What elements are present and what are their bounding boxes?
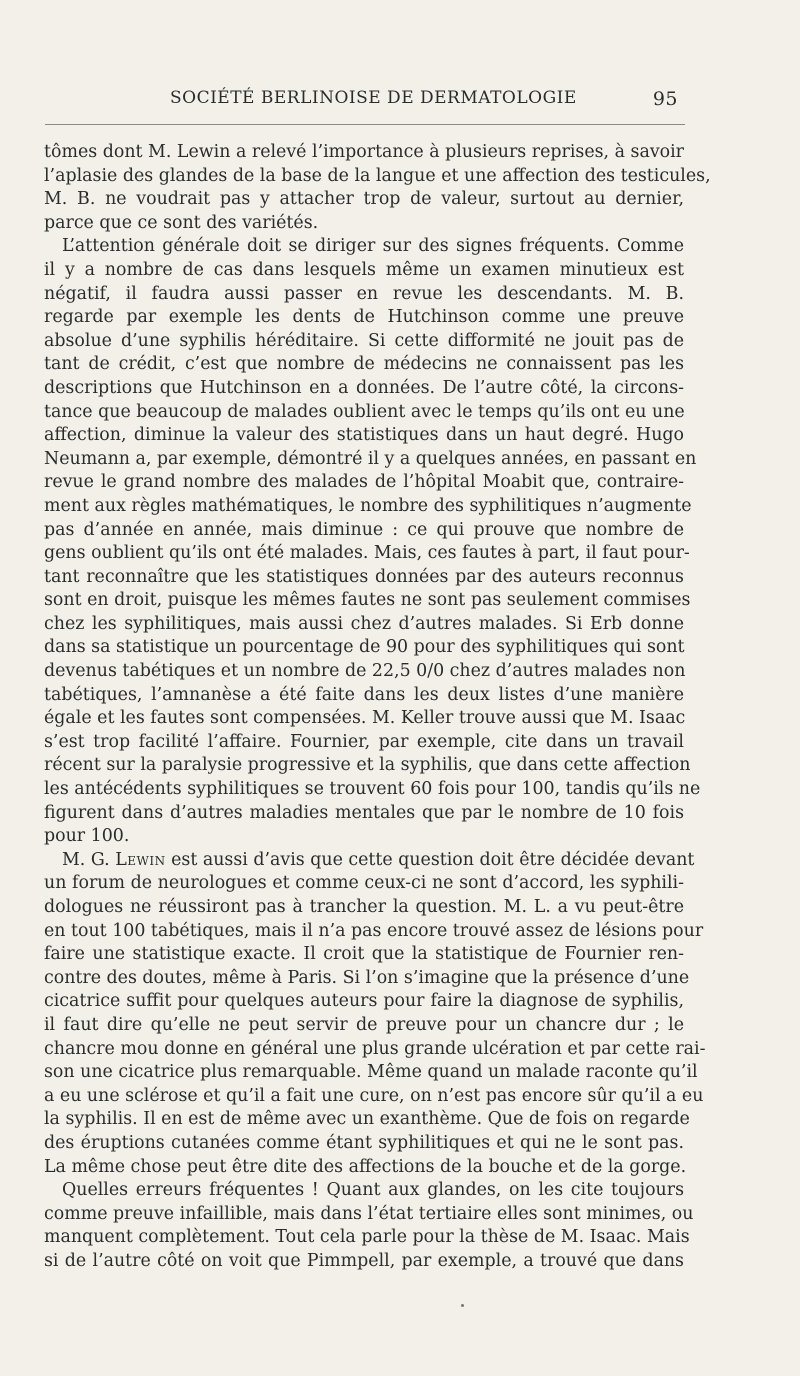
text-line: les antécédents syphilitiques se trouvent 60 fois pour 100, tandis qu’ils ne [44,779,701,800]
text-line: affection, diminue la valeur des statistiques dans un haut degré. Hugo [44,425,684,446]
text-line: il faut dire qu’elle ne peut servir de preuve pour un chancre dur ; le [44,1014,684,1035]
text-line: il y a nombre de cas dans lesquels même un examen minutieux est [44,259,684,280]
text-line: parce que ce sont des variétés. [44,212,319,233]
text-line: pour 100. [44,826,130,847]
text-line: figurent dans d’autres maladies mentales que par le nombre de 10 fois [44,802,684,823]
speaker-name: Lewin [115,849,166,870]
text-line: tance que beaucoup de malades oublient avec le temps qu’ils ont eu une [44,401,685,422]
text-line: sont en droit, puisque les mêmes fautes ne sont pas seulement commises [44,590,691,611]
text-line: son une cicatrice plus remarquable. Même quand un malade raconte qu’il [44,1062,698,1083]
text-line: si de l’autre côté on voit que Pimmpell, par exemple, a trouvé que dans [44,1250,684,1271]
header-rule [45,124,685,125]
text-line: faire une statistique exacte. Il croit que la statistique de Fournier ren- [44,944,684,965]
page-number: 95 [652,88,678,110]
text-line: l’aplasie des glandes de la base de la langue et une affection des testicules, [44,165,711,186]
text-line: La même chose peut être dite des affections de la bouche et de la gorge. [44,1156,687,1177]
text-line: M. G. Lewin est aussi d’avis que cette question doit être décidée devant [62,849,695,870]
text-line: tabétiques, l’amnanèse a été faite dans les deux listes d’une manière [44,684,684,705]
text-line: comme preuve infaillible, mais dans l’état tertiaire elles sont minimes, ou [44,1203,694,1224]
text-line: tômes dont M. Lewin a relevé l’importance à plusieurs reprises, à savoir [44,142,684,162]
text-line: récent sur la paralysie progressive et la syphilis, que dans cette affection [44,755,691,776]
text-line: L’attention générale doit se diriger sur des signes fréquents. Comme [62,236,684,257]
text-line: absolue d’une syphilis héréditaire. Si cette difformité ne jouit pas de [44,330,684,351]
text-line: regarde par exemple les dents de Hutchinson comme une preuve [44,307,684,328]
running-title: SOCIÉTÉ BERLINOISE DE DERMATOLOGIE [170,88,577,108]
text-line: manquent complètement. Tout cela parle pour la thèse de M. Isaac. Mais [44,1227,690,1248]
text-line: un forum de neurologues et comme ceux-ci ne sont d’accord, les syphili- [44,873,684,894]
text-line: chez les syphilitiques, mais aussi chez d’autres malades. Si Erb donne [44,613,684,634]
text-line: Neumann a, par exemple, démontré il y a quelques années, en passant en [44,448,697,469]
text-line: M. B. ne voudrait pas y attacher trop de valeur, surtout au dernier, [44,189,684,210]
text-line: s’est trop facilité l’affaire. Fournier, par exemple, cite dans un travail [44,731,684,752]
text-line: négatif, il faudra aussi passer en revue les descendants. M. B. [44,283,684,304]
text-line: tant de crédit, c’est que nombre de médecins ne connaissent pas les [44,354,684,375]
text-line: gens oublient qu’ils ont été malades. Mais, ces fautes à part, il faut pour- [44,543,690,564]
text-line: a eu une sclérose et qu’il a fait une cure, on n’est pas encore sûr qu’il a eu [44,1085,704,1106]
text-line: Quelles erreurs fréquentes ! Quant aux glandes, on les cite toujours [62,1180,684,1201]
text-line: des éruptions cutanées comme étant syphilitiques et qui ne le sont pas. [44,1132,684,1153]
text-line: dologues ne réussiront pas à trancher la question. M. L. a vu peut-être [44,897,684,917]
body-text [44,141,711,1274]
text-line: cicatrice suffit pour quelques auteurs pour faire la diagnose de syphilis, [44,991,684,1012]
text-line: contre des doutes, même à Paris. Si l’on s’imagine que la présence d’une [44,967,690,988]
text-line: chancre mou donne en général une plus grande ulcération et par cette rai- [44,1038,706,1059]
text-line: descriptions que Hutchinson en a données. De l’autre côté, la circons- [44,377,684,398]
text-line: devenus tabétiques et un nombre de 22,5 0/0 chez d’autres malades non [44,661,686,682]
text-line: égale et les fautes sont compensées. M. Keller trouve aussi que M. Isaac [44,708,686,729]
paper-speck [461,1304,464,1307]
text-line: dans sa statistique un pourcentage de 90 pour des syphilitiques qui sont [44,637,685,658]
text-line: pas d’année en année, mais diminue : ce qui prouve que nombre de [44,519,684,540]
text-line: revue le grand nombre des malades de l’hôpital Moabit que, contraire- [44,472,684,493]
text-line: en tout 100 tabétiques, mais il n’a pas encore trouvé assez de lésions pour [44,920,704,941]
text-line: tant reconnaître que les statistiques données par des auteurs reconnus [44,566,684,587]
text-line: la syphilis. Il en est de même avec un exanthème. Que de fois on regarde [44,1109,690,1130]
text-line: ment aux règles mathématiques, le nombre des syphilitiques n’augmente [44,495,692,516]
